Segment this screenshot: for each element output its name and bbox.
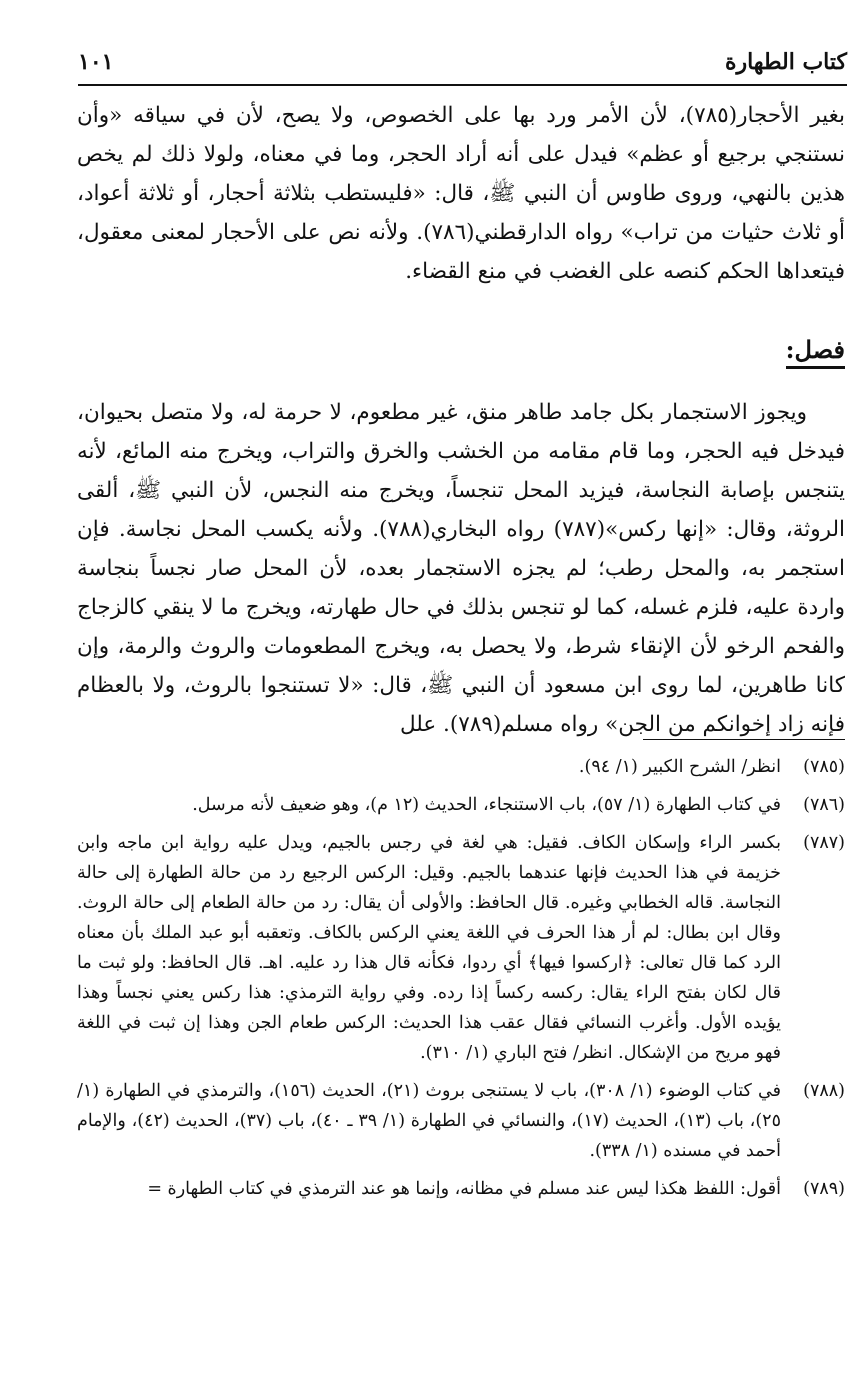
footnote-number: (٧٨٨) — [803, 1081, 845, 1101]
footnote-number: (٧٨٧) — [803, 833, 845, 853]
footnote-item — [77, 752, 845, 782]
footnote-text: في كتاب الوضوء (١/ ٣٠٨)، باب لا يستنجى بروث (٢١)، الحديث (١٥٦)، والترمذي في الطهارة (١/ ٢٥)، باب (١٣)، الحديث (١٧)، والنسائي في الطهارة (١/ ٣٩ ـ ٤٠)، باب (٣٧)، الحديث (٤٢)، والإمام أحمد في مسنده (١/ ٣٣٨). — [77, 1081, 782, 1161]
section-heading: فصل: — [786, 335, 845, 369]
page-number: ١٠١ — [78, 49, 114, 75]
footnote-divider — [643, 739, 845, 740]
footnote-number: (٧٨٩) — [803, 1179, 845, 1199]
footnote-item — [77, 828, 845, 1068]
body-paragraph-1: بغير الأحجار(٧٨٥)، لأن الأمر ورد بها على الخصوص، ولا يصح، لأن في سياقه «وأن نستنجي برجيع أو عظم» فيدل على أنه أراد الحجر، وما في معناه، ولولا ذلك لم يخص هذين بالنهي، وروى طاوس أن النبي ﷺ، قال: «فليستطب بثلاثة أحجار، أو ثلاثة أعواد، أو ثلاث حثيات من تراب» رواه الدارقطني(٧٨٦). ولأنه نص على الأحجار لمعنى معقول، فيتعداها الحكم كنصه على الغضب في منع القضاء. — [77, 103, 845, 284]
footnotes — [77, 752, 845, 1204]
footnote-item — [77, 1076, 845, 1166]
section-heading-block — [77, 330, 845, 370]
footnote-number: (٧٨٥) — [803, 757, 845, 777]
footnote-number: (٧٨٦) — [803, 795, 845, 815]
main-text-block-2 — [77, 393, 845, 744]
footnote-item — [77, 790, 845, 820]
main-text-block-1 — [77, 96, 845, 291]
footnote-text: بكسر الراء وإسكان الكاف. فقيل: هي لغة في رجس بالجيم، ويدل عليه رواية ابن ماجه وابن خزيمة في هذا الحديث فإنها عندهما بالجيم. وقيل: الركس الرجيع رد من حالة الطهارة إلى حالة النجاسة. قاله الخطابي وغيره. قال الحافظ: والأولى أن يقال: رد من حالة الطعام إلى حالة الروث. وقال ابن بطال: لم أر هذا الحرف في اللغة يعني الركس بالكاف. وتعقبه أبو عبد الملك بأن معناه الرد كما قال تعالى: ﴿اركسوا فيها﴾ أي ردوا، فكأنه قال هذا رد عليه. اهـ. قال الحافظ: ولو ثبت ما قال لكان بفتح الراء يقال: ركسه ركساً إذا رده. وفي رواية الترمذي: هذا ركس يعني نجساً وهذا يؤيده الأول. وأغرب النسائي فقال عقب هذا الحديث: الركس طعام الجن وهذا إن ثبت في اللغة فهو مريح من الإشكال. انظر/ فتح الباري (١/ ٣١٠). — [77, 833, 781, 1063]
footnote-text: أقول: اللفظ هكذا ليس عند مسلم في مظانه، وإنما هو عند الترمذي في كتاب الطهارة = — [147, 1179, 781, 1199]
running-title: كتاب الطهارة — [724, 49, 847, 75]
footnote-text: انظر/ الشرح الكبير (١/ ٩٤). — [578, 757, 781, 777]
body-paragraph-2: ويجوز الاستجمار بكل جامد طاهر منق، غير مطعوم، لا حرمة له، ولا متصل بحيوان، فيدخل فيه الحجر، وما قام مقامه من الخشب والخرق والتراب، ويخرج منه المائع، لأنه يتنجس بإصابة النجاسة، فيزيد المحل تنجساً، ويخرج منه النجس، لأن النبي ﷺ، ألقى الروثة، وقال: «إنها ركس»(٧٨٧) رواه البخاري(٧٨٨). ولأنه يكسب المحل نجاسة. فإن استجمر به، والمحل رطب؛ لم يجزه الاستجمار بعده، لأن المحل صار نجساً بنجاسة واردة عليه، فلزم غسله، كما لو تنجس بذلك في حال طهارته، ويخرج ما لا ينقي كالزجاج والفحم الرخو لأن الإنقاء شرط، ولا يحصل به، ويخرج المطعومات والروث والرمة، وإن كانا طاهرين، لما روى ابن مسعود أن النبي ﷺ، قال: «لا تستنجوا بالروث، ولا بالعظام فإنه زاد إخوانكم من الجن» رواه مسلم(٧٨٩). علل — [77, 400, 845, 737]
footnote-text: في كتاب الطهارة (١/ ٥٧)، باب الاستنجاء، الحديث (١٢ م)، وهو ضعيف لأنه مرسل. — [192, 795, 781, 815]
footnote-item — [77, 1174, 845, 1204]
page-header — [78, 40, 847, 86]
